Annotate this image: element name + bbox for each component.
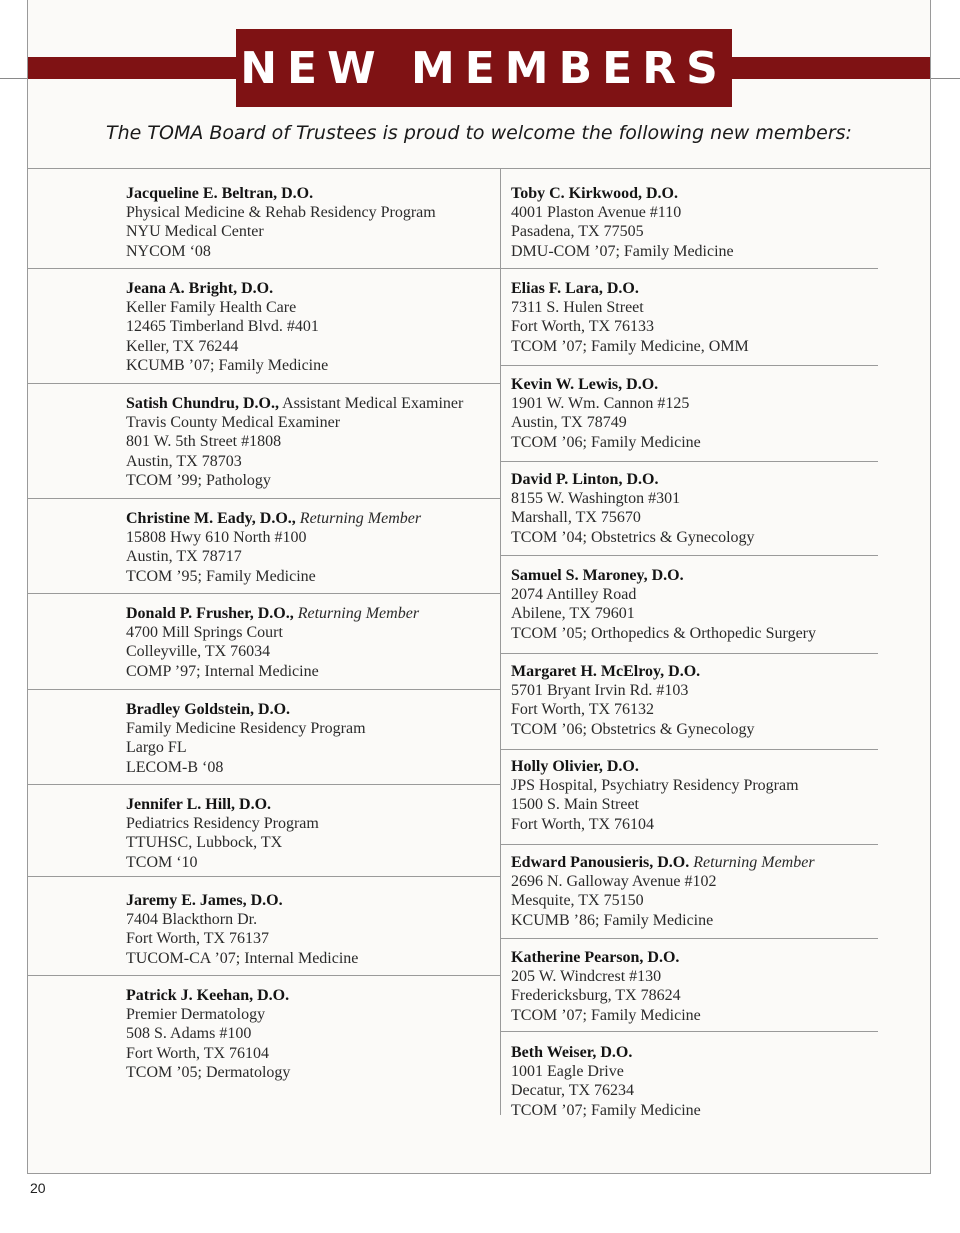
member-name: Christine M. Eady, D.O., — [126, 510, 296, 527]
member-name: Donald P. Frusher, D.O., — [126, 605, 294, 622]
member-detail: TCOM ‘10 — [126, 853, 198, 871]
member-detail: 205 W. Windcrest #130 — [511, 968, 662, 986]
member-detail: Austin, TX 78717 — [126, 548, 242, 566]
member-detail: TUCOM-CA ’07; Internal Medicine — [126, 949, 359, 967]
member-detail: Keller, TX 76244 — [126, 337, 239, 355]
entry-rule — [28, 876, 500, 877]
member-detail: 12465 Timberland Blvd. #401 — [126, 318, 319, 336]
member-detail: Fort Worth, TX 76104 — [126, 1044, 270, 1062]
member-entry — [511, 948, 701, 1025]
entry-rule — [28, 784, 500, 785]
member-detail: Austin, TX 78703 — [126, 452, 242, 470]
member-detail: TCOM ’06; Obstetrics & Gynecology — [511, 720, 755, 738]
member-detail: Mesquite, TX 75150 — [511, 892, 644, 910]
member-entry — [126, 394, 463, 490]
member-name: Bradley Goldstein, D.O. — [126, 701, 291, 718]
member-detail: TCOM ’99; Pathology — [126, 471, 271, 489]
member-name: Samuel S. Maroney, D.O. — [511, 567, 684, 584]
returning-member-note: Returning Member — [295, 510, 422, 527]
member-detail: COMP ’97; Internal Medicine — [126, 662, 319, 680]
page-number: 20 — [30, 1180, 46, 1196]
entry-rule — [501, 461, 878, 462]
member-detail: Family Medicine Residency Program — [126, 720, 366, 738]
member-detail: Fort Worth, TX 76104 — [511, 815, 655, 833]
member-entry — [511, 662, 755, 739]
member-detail: 2696 N. Galloway Avenue #102 — [511, 873, 717, 891]
member-entry — [511, 566, 816, 643]
member-entry — [126, 184, 436, 261]
member-detail: Pasadena, TX 77505 — [511, 223, 644, 241]
entry-rule — [501, 555, 878, 556]
entry-rule — [28, 268, 500, 269]
entry-rule — [28, 383, 500, 384]
member-detail: 7311 S. Hulen Street — [511, 299, 644, 317]
member-name: Satish Chundru, D.O., — [126, 395, 279, 412]
member-detail: DMU-COM ’07; Family Medicine — [511, 242, 734, 260]
member-detail: Colleyville, TX 76034 — [126, 643, 271, 661]
member-detail: Keller Family Health Care — [126, 299, 297, 317]
member-detail: 4001 Plaston Avenue #110 — [511, 204, 682, 222]
member-title: Assistant Medical Examiner — [278, 395, 464, 412]
member-detail: Fort Worth, TX 76132 — [511, 701, 655, 719]
member-detail: Physical Medicine & Rehab Residency Program — [126, 204, 436, 222]
member-detail: KCUMB ’86; Family Medicine — [511, 911, 714, 929]
member-detail: 1500 S. Main Street — [511, 796, 639, 814]
entry-rule — [28, 498, 500, 499]
member-detail: 15808 Hwy 610 North #100 — [126, 529, 307, 547]
member-detail: TCOM ’07; Family Medicine — [511, 1101, 701, 1119]
margin-line-left — [0, 78, 27, 79]
page-subtitle: The TOMA Board of Trustees is proud to welcome the following new members: — [106, 122, 852, 144]
member-entry — [126, 700, 366, 777]
member-entry — [126, 279, 328, 375]
member-detail: Travis County Medical Examiner — [126, 414, 341, 432]
member-detail: Pediatrics Residency Program — [126, 815, 319, 833]
entry-rule — [501, 365, 878, 366]
member-detail: LECOM-B ‘08 — [126, 758, 224, 776]
entry-rule — [501, 749, 878, 750]
member-detail: KCUMB ’07; Family Medicine — [126, 356, 329, 374]
member-detail: 8155 W. Washington #301 — [511, 490, 681, 508]
member-name: Toby C. Kirkwood, D.O. — [511, 185, 678, 202]
member-entry — [126, 986, 290, 1082]
member-detail: Fort Worth, TX 76133 — [511, 318, 655, 336]
member-name: Katherine Pearson, D.O. — [511, 949, 680, 966]
member-detail: TCOM ’07; Family Medicine, OMM — [511, 337, 749, 355]
member-name: Kevin W. Lewis, D.O. — [511, 376, 659, 393]
member-name: Patrick J. Keehan, D.O. — [126, 987, 290, 1004]
member-entry — [511, 1043, 701, 1120]
member-detail: Abilene, TX 79601 — [511, 605, 635, 623]
member-detail: NYU Medical Center — [126, 223, 264, 241]
member-detail: NYCOM ‘08 — [126, 242, 211, 260]
returning-member-note: Returning Member — [689, 854, 815, 871]
member-detail: TCOM ’95; Family Medicine — [126, 567, 316, 585]
member-detail: 801 W. 5th Street #1808 — [126, 433, 282, 451]
header-rule — [28, 168, 930, 169]
member-name: Jennifer L. Hill, D.O. — [126, 796, 272, 813]
member-detail: TTUHSC, Lubbock, TX — [126, 834, 283, 852]
member-detail: TCOM ’05; Dermatology — [126, 1063, 291, 1081]
member-entry — [511, 375, 701, 452]
member-name: Beth Weiser, D.O. — [511, 1044, 633, 1061]
member-name: Jaremy E. James, D.O. — [126, 892, 283, 909]
member-detail: Austin, TX 78749 — [511, 414, 627, 432]
member-detail: Premier Dermatology — [126, 1006, 266, 1024]
member-name: Jeana A. Bright, D.O. — [126, 280, 274, 297]
member-entry — [511, 757, 799, 834]
member-name: Holly Olivier, D.O. — [511, 758, 639, 775]
member-detail: Fredericksburg, TX 78624 — [511, 987, 681, 1005]
member-entry — [126, 891, 358, 968]
entry-rule — [28, 975, 500, 976]
column-divider — [500, 169, 501, 1115]
member-name: Elias F. Lara, D.O. — [511, 280, 639, 297]
member-name: Edward Panousieris, D.O. — [511, 854, 690, 871]
page-title: NEW MEMBERS — [236, 29, 732, 107]
member-entry — [126, 795, 319, 872]
member-detail: 4700 Mill Springs Court — [126, 624, 283, 642]
member-name: Jacqueline E. Beltran, D.O. — [126, 185, 314, 202]
member-detail: Largo FL — [126, 739, 187, 757]
member-detail: Fort Worth, TX 76137 — [126, 930, 270, 948]
member-detail: TCOM ’07; Family Medicine — [511, 1006, 701, 1024]
member-detail: Marshall, TX 75670 — [511, 509, 641, 527]
member-detail: TCOM ’04; Obstetrics & Gynecology — [511, 528, 755, 546]
member-detail: 1901 W. Wm. Cannon #125 — [511, 395, 690, 413]
entry-rule — [28, 593, 500, 594]
member-entry — [511, 853, 815, 930]
member-detail: 7404 Blackthorn Dr. — [126, 911, 258, 929]
entry-rule — [501, 844, 878, 845]
entry-rule — [501, 938, 878, 939]
margin-line-right — [931, 78, 960, 79]
member-detail: JPS Hospital, Psychiatry Residency Program — [511, 777, 799, 795]
member-detail: TCOM ’05; Orthopedics & Orthopedic Surgery — [511, 624, 816, 642]
member-entry — [511, 279, 749, 356]
member-detail: 5701 Bryant Irvin Rd. #103 — [511, 682, 689, 700]
member-detail: 1001 Eagle Drive — [511, 1063, 624, 1081]
member-detail: Decatur, TX 76234 — [511, 1082, 635, 1100]
member-entry — [511, 184, 734, 261]
entry-rule — [28, 689, 500, 690]
member-detail: 508 S. Adams #100 — [126, 1025, 252, 1043]
returning-member-note: Returning Member — [293, 605, 420, 622]
entry-rule — [501, 653, 878, 654]
member-entry — [126, 509, 421, 586]
member-detail: 2074 Antilley Road — [511, 586, 637, 604]
entry-rule — [501, 1031, 878, 1032]
member-detail: TCOM ’06; Family Medicine — [511, 433, 701, 451]
member-entry — [511, 470, 755, 547]
member-entry — [126, 604, 419, 681]
member-name: David P. Linton, D.O. — [511, 471, 659, 488]
member-name: Margaret H. McElroy, D.O. — [511, 663, 701, 680]
entry-rule — [501, 268, 878, 269]
